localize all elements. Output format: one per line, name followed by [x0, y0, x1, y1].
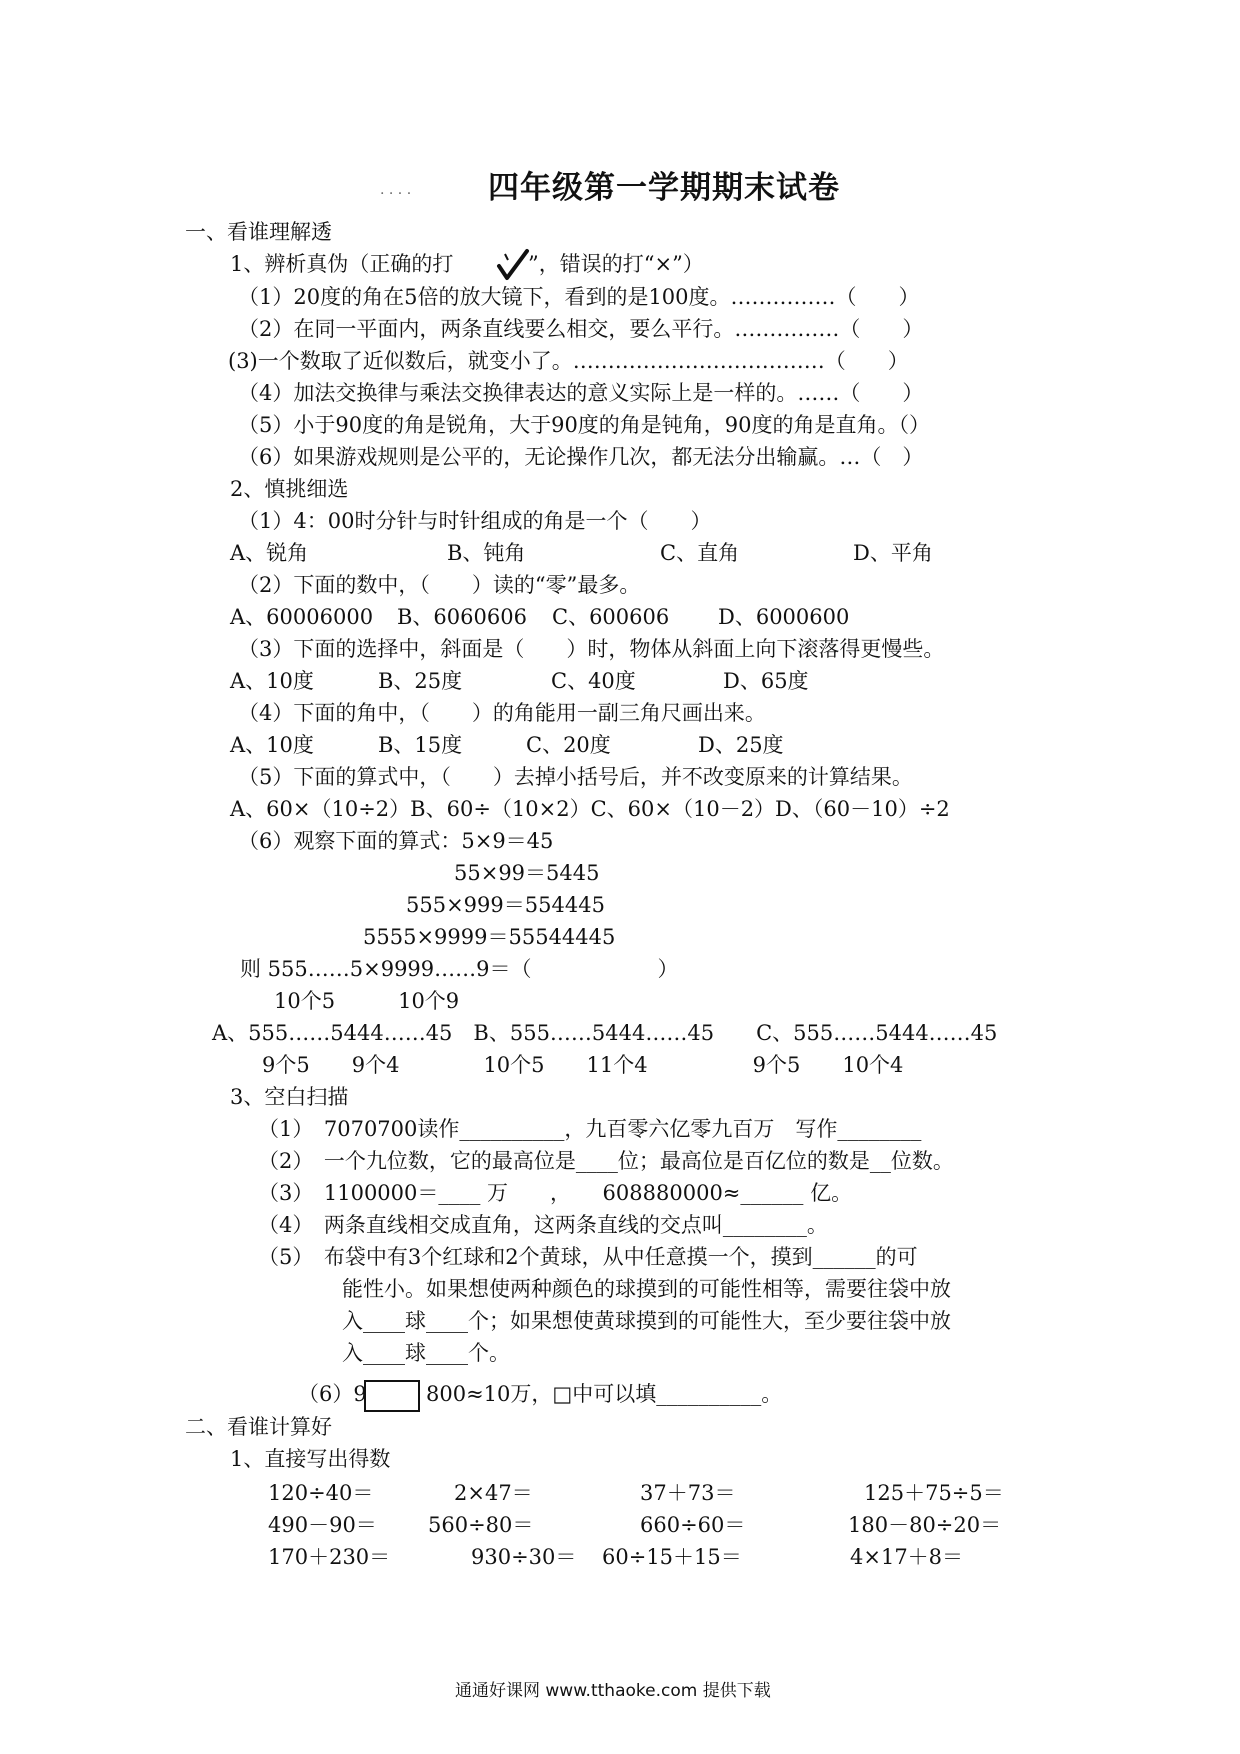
- q2-option-d: D、6000600: [718, 605, 850, 629]
- fill-item-2: （2） 一个九位数，它的最高位是____位；最高位是百亿位的数是__位数。: [258, 1149, 954, 1173]
- q1-option-b: B、钝角: [447, 541, 526, 565]
- calc-r2-c3: 660÷60＝: [640, 1513, 746, 1537]
- calc-r2-c4: 180－80÷20＝: [848, 1513, 1002, 1537]
- q2-option-a: A、60006000: [230, 605, 374, 629]
- calc-r1-c1: 120÷40＝: [268, 1481, 374, 1505]
- calc-r1-c3: 37＋73＝: [640, 1481, 736, 1505]
- fill-item-5-line2: 能性小。如果想使两种颜色的球摸到的可能性相等，需要往袋中放: [258, 1277, 951, 1301]
- calc-part1-heading: 1、直接写出得数: [230, 1447, 391, 1471]
- choice-q1: （1）4：00时分针与时针组成的角是一个（ ）: [238, 509, 712, 533]
- q4-option-c: C、20度: [526, 733, 611, 757]
- q5-options: A、60×（10÷2）B、60÷（10×2）C、60×（10－2）D、（60－10）÷2: [230, 797, 950, 821]
- choice-q3: （3）下面的选择中，斜面是（ ）时，物体从斜面上向下滚落得更慢些。: [238, 637, 945, 661]
- page-title: 四年级第一学期期末试卷: [488, 170, 840, 206]
- fill-item-6-b: 800≈10万，□中可以填__________。: [426, 1382, 783, 1406]
- q4-option-a: A、10度: [230, 733, 314, 757]
- part2-heading: 2、慎挑细选: [230, 477, 349, 501]
- q1-option-a: A、锐角: [230, 541, 309, 565]
- judge-item-6: （6）如果游戏规则是公平的，无论操作几次，都无法分出输赢。…（ ）: [238, 445, 924, 469]
- q3-option-c: C、40度: [551, 669, 636, 693]
- calc-r3-c1: 170＋230＝: [268, 1545, 391, 1569]
- part1-heading-a: 1、辨析真伪（正确的打: [230, 252, 454, 276]
- judge-item-3: (3)一个数取了近似数后，就变小了。………………………………（ ）: [228, 349, 909, 373]
- judge-item-4: （4）加法交换律与乘法交换律表达的意义实际上是一样的。……（ ）: [238, 381, 924, 405]
- calc-r2-c2: 560÷80＝: [428, 1513, 534, 1537]
- calc-r3-c3: 60÷15＋15＝: [602, 1545, 742, 1569]
- section1-heading: 一、看谁理解透: [185, 220, 332, 244]
- calc-r1-c2: 2×47＝: [454, 1481, 533, 1505]
- fill-item-1: （1） 7070700读作__________，九百零六亿零九百万 写作________: [258, 1117, 922, 1141]
- fill-item-5-line3: 入____球____个；如果想使黄球摸到的可能性大，至少要往袋中放: [258, 1309, 951, 1333]
- fill-item-5: （5） 布袋中有3个红球和2个黄球，从中任意摸一个，摸到______的可: [258, 1245, 918, 1269]
- choice-q6: （6）观察下面的算式：5×9＝45: [238, 829, 554, 853]
- choice-q5: （5）下面的算式中，（ ）去掉小括号后，并不改变原来的计算结果。: [238, 765, 913, 789]
- q3-option-b: B、25度: [378, 669, 463, 693]
- fill-item-5-line4: 入____球____个。: [258, 1341, 510, 1365]
- q6-equation-3: 555×999＝554445: [406, 893, 605, 917]
- q4-option-d: D、25度: [698, 733, 784, 757]
- judge-item-2: （2）在同一平面内，两条直线要么相交，要么平行。……………（ ）: [238, 317, 924, 341]
- section2-heading: 二、看谁计算好: [185, 1415, 332, 1439]
- part3-heading: 3、空白扫描: [230, 1085, 349, 1109]
- title-dots: . . . .: [380, 182, 412, 198]
- footer-credit: 通通好课网 www.tthaoke.com 提供下载: [455, 1681, 771, 1701]
- q2-option-c: C、600606: [552, 605, 670, 629]
- checkmark-icon: [496, 248, 530, 282]
- calc-r1-c4: 125＋75÷5＝: [864, 1481, 1004, 1505]
- q3-option-a: A、10度: [230, 669, 314, 693]
- calc-r3-c2: 930÷30＝: [471, 1545, 577, 1569]
- judge-item-1: （1）20度的角在5倍的放大镜下，看到的是100度。……………（ ）: [238, 285, 920, 309]
- fill-item-6-a: （6）9: [298, 1382, 367, 1406]
- q6-option-counts: 9个5 9个4 10个5 11个4 9个5 10个4: [262, 1053, 904, 1077]
- q6-options: A、555……5444……45 B、555……5444……45 C、555……5444……45: [212, 1021, 998, 1045]
- q1-option-d: D、平角: [853, 541, 933, 565]
- choice-q4: （4）下面的角中，（ ）的角能用一副三角尺画出来。: [238, 701, 766, 725]
- fill-item-3: （3） 1100000＝____ 万 ， 608880000≈______ 亿。: [258, 1181, 853, 1205]
- q6-equation-4: 5555×9999＝55544445: [363, 925, 616, 949]
- q2-option-b: B、6060606: [397, 605, 527, 629]
- part1-heading-b: ”，错误的打“×”）: [528, 252, 704, 276]
- choice-q2: （2）下面的数中，（ ）读的“零”最多。: [238, 573, 641, 597]
- q1-option-c: C、直角: [660, 541, 740, 565]
- calc-r3-c4: 4×17＋8＝: [850, 1545, 964, 1569]
- answer-box[interactable]: [364, 1380, 420, 1412]
- judge-item-5: （5）小于90度的角是锐角，大于90度的角是钝角，90度的角是直角。（）: [238, 413, 931, 437]
- fill-item-4: （4） 两条直线相交成直角，这两条直线的交点叫________。: [258, 1213, 828, 1237]
- calc-r2-c1: 490－90＝: [268, 1513, 377, 1537]
- q6-equation-2: 55×99＝5445: [454, 861, 600, 885]
- q6-counts: 10个5 10个9: [274, 989, 460, 1013]
- q4-option-b: B、15度: [378, 733, 463, 757]
- q3-option-d: D、65度: [723, 669, 809, 693]
- q6-then: 则 555……5×9999……9＝（ ）: [240, 957, 679, 981]
